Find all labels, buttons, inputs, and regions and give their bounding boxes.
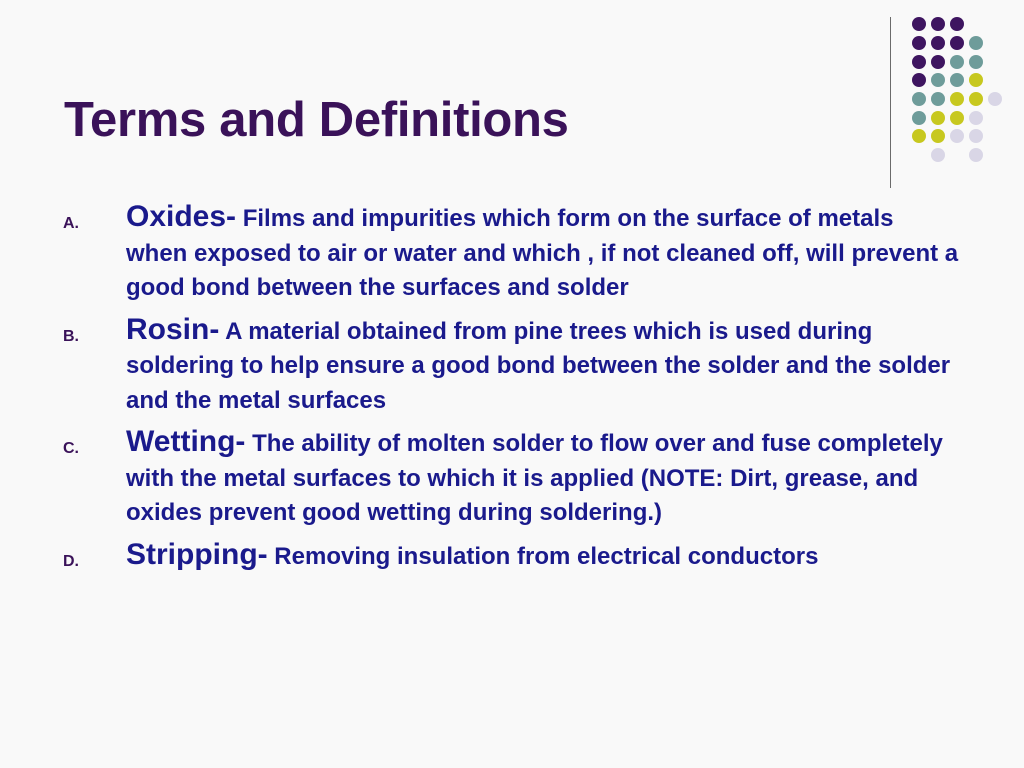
decorative-dot	[931, 92, 945, 106]
slide-title: Terms and Definitions	[64, 93, 569, 147]
decorative-dot	[931, 17, 945, 31]
decorative-dot	[950, 129, 964, 143]
decorative-dot	[912, 73, 926, 87]
term-entry	[126, 538, 960, 575]
decorative-dot	[969, 92, 983, 106]
decorative-dot	[969, 148, 983, 162]
decorative-dot	[950, 73, 964, 87]
term-entry	[126, 200, 960, 306]
decorative-dot	[931, 148, 945, 162]
decorative-dot	[931, 73, 945, 87]
term-definition: Removing insulation from electrical conductors	[267, 542, 819, 570]
term-word: Oxides-	[126, 200, 237, 233]
list-marker: C.	[63, 440, 79, 457]
term-word: Rosin-	[126, 312, 220, 346]
decorative-dot	[931, 55, 945, 69]
decorative-dot	[969, 111, 983, 125]
decorative-dot	[988, 92, 1002, 106]
term-definition: A material obtained from pine trees which is used during soldering to help ensure a good bond between the solder and the solder and the metal surfaces	[126, 317, 951, 414]
decorative-dot	[931, 129, 945, 143]
decorative-dot	[950, 55, 964, 69]
decorative-dot	[912, 17, 926, 31]
term-entry	[126, 313, 960, 419]
terms-list	[60, 200, 960, 581]
list-item	[60, 313, 960, 419]
decorative-dot	[912, 111, 926, 125]
list-marker: B.	[63, 327, 79, 345]
term-word: Wetting-	[126, 425, 246, 458]
term-entry	[126, 425, 960, 531]
decorative-dot	[969, 55, 983, 69]
decorative-dot	[912, 55, 926, 69]
decorative-dot	[950, 36, 964, 50]
term-word: Stripping-	[126, 537, 268, 571]
list-marker: D.	[63, 552, 79, 570]
decorative-dot	[912, 129, 926, 143]
term-definition: The ability of molten solder to flow over and fuse completely with the metal surfaces to which it is applied (NOTE: Dirt, grease, and oxides prevent good wetting during soldering.)	[126, 430, 943, 526]
decorative-dot	[931, 36, 945, 50]
term-definition: Films and impurities which form on the surface of metals when exposed to air or water and which , if not cleaned off, will prevent a good bond between the surfaces and solder	[126, 205, 959, 301]
list-item	[60, 200, 960, 306]
vertical-divider	[890, 17, 891, 188]
decorative-dot	[969, 129, 983, 143]
decorative-dot	[950, 92, 964, 106]
decorative-dot	[969, 36, 983, 50]
list-item	[60, 538, 960, 575]
decorative-dot	[969, 73, 983, 87]
decorative-dot	[912, 92, 926, 106]
list-marker: A.	[63, 215, 79, 232]
decorative-dot	[912, 36, 926, 50]
decorative-dot	[931, 111, 945, 125]
decorative-dot	[950, 111, 964, 125]
decorative-dot	[950, 17, 964, 31]
list-item	[60, 425, 960, 531]
